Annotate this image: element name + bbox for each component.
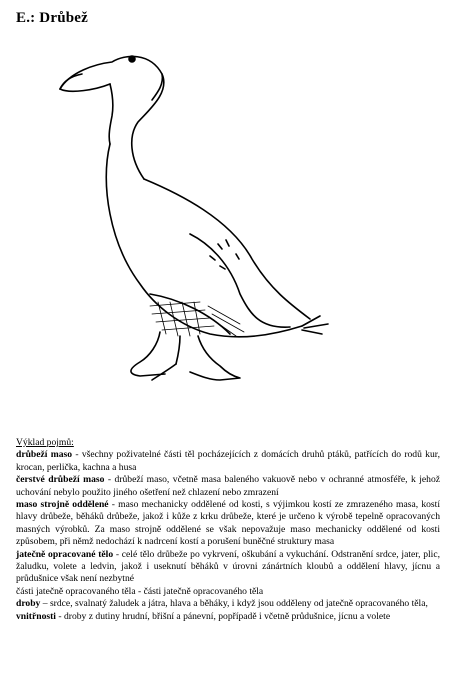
glossary-term: maso strojně oddělené	[16, 499, 109, 511]
glossary-definition: - drůbeží maso, včetně masa baleného vakuově nebo v ochranné atmosféře, k jehož uchování nebylo použito jiného ošetření než chlazení nebo zmrazení	[16, 474, 440, 498]
glossary-term: čerstvé drůbeží maso	[16, 474, 105, 486]
page-title: E.: Drůbež	[16, 10, 88, 26]
glossary-definition: – srdce, svalnatý žaludek a játra, hlava a běháky, i když jsou odděleny od jatečně opracovaného těla,	[40, 598, 428, 610]
glossary-entry	[16, 549, 440, 586]
glossary-term: drůbeží maso	[16, 449, 73, 461]
goose-drawing-icon	[40, 44, 340, 404]
glossary-definition: - maso mechanicky oddělené od kosti, s výjimkou kostí ze zmrazeného masa, kostí hlavy drůbeže, běháků drůbeže, jakož i kůže z krku drůbeže, které je určeno k výrobě tepelně opracovaných masných výrobků. Za maso strojně oddělené se však nepovažuje maso mechanicky oddělené od kosti způsobem, při němž nedochází k nadrcení kostí a porušení buněčné struktury masa	[16, 499, 440, 548]
glossary-entry	[16, 586, 440, 598]
glossary-entry	[16, 449, 440, 474]
glossary-definition: - celé tělo drůbeže po vykrvení, oškubání a vykuchání. Odstranění srdce, jater, plic, žaludku, volete a ledvin, jakož i useknutí běháků v úrovni zánártních kloubů a oddělení hlavy, jícnu a průdušnice však není nezbytné	[16, 548, 440, 585]
glossary	[16, 437, 440, 623]
glossary-term: jatečně opracované tělo	[16, 548, 114, 560]
glossary-definition: - všechny poživatelné části těl pocházejících z domácích druhů ptáků, patřících do rodů kur, krocan, perlička, kachna a husa	[16, 449, 440, 473]
glossary-intro: Výklad pojmů:	[16, 437, 74, 448]
glossary-entry	[16, 598, 440, 610]
glossary-term: droby	[16, 598, 41, 610]
glossary-definition: části jatečně opracovaného těla - části jatečně opracovaného těla	[16, 585, 264, 597]
glossary-entry	[16, 499, 440, 549]
glossary-definition: - droby z dutiny hrudní, břišní a pánevní, popřípadě i včetně průdušnice, jícnu a volete	[55, 610, 391, 622]
glossary-entry	[16, 474, 440, 499]
glossary-entry	[16, 611, 440, 623]
glossary-term: vnitřnosti	[16, 610, 56, 622]
